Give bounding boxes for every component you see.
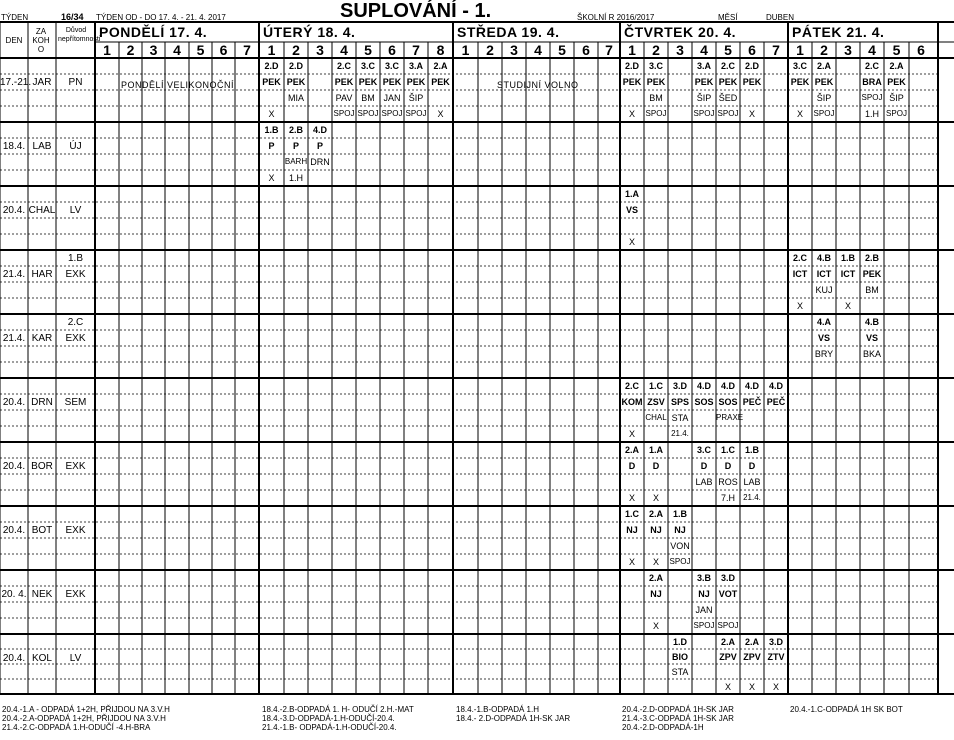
- row-date: 21.4.: [2, 269, 26, 280]
- footer-note: 20.4.-2.D-ODPADÁ 1H-SK JAR: [622, 705, 734, 714]
- substitution-cell-text: ŠIP: [696, 93, 712, 103]
- substitution-cell-text: X: [724, 681, 731, 692]
- substitution-cell-text: P: [268, 141, 275, 151]
- substitution-cell-text: ZPV: [719, 651, 737, 662]
- wednesday-study-note: STUDIJNÍ VOLNO: [497, 80, 579, 90]
- substitution-cell-text: 2.D: [264, 61, 279, 71]
- period-number: 6: [582, 42, 590, 58]
- substitution-cell-text: NJ: [674, 525, 686, 535]
- substitution-cell-text: X: [628, 429, 635, 439]
- row-reason: EXK: [65, 461, 86, 472]
- row-teacher: DRN: [31, 397, 53, 408]
- period-number: 6: [388, 42, 396, 58]
- substitution-cell-text: X: [748, 681, 755, 692]
- substitution-cell-text: PEK: [286, 77, 306, 87]
- substitution-cell-text: 1.C: [648, 381, 663, 391]
- period-number: 2: [652, 42, 660, 58]
- period-number: 2: [126, 42, 135, 58]
- row-reason: EXK: [65, 269, 86, 280]
- substitution-cell-text: 1.H: [864, 109, 879, 119]
- substitution-cell-text: VOT: [718, 589, 738, 599]
- substitution-cell-text: 3.C: [648, 61, 663, 71]
- substitution-cell-text: ZTV: [767, 651, 785, 662]
- substitution-cell-text: 2.A: [720, 636, 735, 647]
- substitution-cell-text: ŠED: [718, 93, 738, 103]
- substitution-cell-text: BM: [361, 93, 375, 103]
- substitution-cell-text: 7.H: [720, 493, 735, 503]
- substitution-cell-text: X: [628, 493, 635, 503]
- substitution-cell-text: 4.A: [816, 317, 831, 327]
- month-label: MĚSÍ: [718, 13, 738, 22]
- substitution-cell-text: PEČ: [742, 397, 762, 407]
- substitution-cell-text: P: [292, 141, 299, 151]
- row-reason: ÚJ: [69, 141, 82, 152]
- substitution-cell-text: SPOJ: [693, 621, 715, 630]
- substitution-cell-text: D: [628, 461, 636, 471]
- substitution-cell-text: 1.B: [744, 445, 759, 455]
- substitution-cell-text: 1.A: [648, 445, 663, 455]
- substitution-cell-text: 3.D: [672, 381, 687, 391]
- footer-note: 21.4.-3.C-ODPADÁ 1H-SK JAR: [622, 714, 734, 723]
- period-number: 4: [700, 42, 708, 58]
- substitution-cell-text: D: [724, 461, 732, 471]
- substitution-cell-text: 4.B: [816, 253, 831, 263]
- substitution-cell-text: SPOJ: [645, 109, 667, 118]
- substitution-cell-text: STA: [671, 666, 689, 677]
- row-date: 21.4.: [2, 333, 26, 344]
- substitution-cell-text: ŠIP: [816, 93, 832, 103]
- row-date: 20.4.: [2, 397, 26, 408]
- substitution-cell-text: 4.D: [768, 381, 783, 391]
- period-number: 7: [412, 42, 420, 58]
- footer-note: 21.4.-1.B- ODPADÁ-1.H-ODUČÍ-20.4.: [262, 723, 397, 732]
- substitution-cell-text: 4.D: [744, 381, 759, 391]
- period-number: 4: [534, 42, 542, 58]
- period-number: 7: [772, 42, 780, 58]
- substitution-cell-text: NJ: [698, 589, 710, 599]
- substitution-cell-text: 2.C: [624, 381, 639, 391]
- substitution-cell-text: 3.A: [696, 61, 711, 71]
- substitution-cell-text: SPOJ: [405, 109, 427, 118]
- substitution-cell-text: 2.C: [864, 61, 879, 71]
- substitution-cell-text: X: [772, 681, 779, 692]
- substitution-cell-text: KUJ: [815, 285, 833, 295]
- period-number: 5: [558, 42, 566, 58]
- substitution-cell-text: PEK: [862, 269, 882, 279]
- substitution-cell-text: 1.B: [264, 125, 279, 135]
- substitution-cell-text: X: [268, 173, 275, 183]
- substitution-cell-text: 2.C: [720, 61, 735, 71]
- row-class: 1.B: [67, 253, 83, 264]
- period-number: 3: [510, 42, 518, 58]
- period-number: 7: [243, 42, 251, 58]
- row-reason: SEM: [64, 397, 87, 408]
- period-number: 1: [267, 42, 276, 58]
- substitution-cell-text: 2.B: [288, 125, 303, 135]
- footer-note: 20.4.-2.A-ODPADÁ 1+2H, PŘIJDOU NA 3.V.H: [2, 714, 166, 723]
- substitution-cell-text: 3.B: [696, 573, 711, 583]
- substitution-cell-text: JAN: [383, 93, 401, 103]
- substitution-cell-text: BRY: [814, 349, 834, 359]
- substitution-cell-text: SPOJ: [333, 109, 355, 118]
- substitution-cell-text: 3.A: [408, 61, 423, 71]
- period-number: 6: [219, 42, 228, 58]
- row-date: 20.4.: [2, 461, 26, 472]
- substitution-cell-text: SOS: [718, 397, 738, 407]
- substitution-cell-text: KOM: [621, 397, 643, 407]
- substitution-cell-text: 1.B: [672, 509, 687, 519]
- col-duvod-header: Důvod nepřítomnosti: [58, 27, 101, 43]
- period-number: 6: [917, 42, 925, 58]
- substitution-cell-text: 4.D: [696, 381, 711, 391]
- substitution-cell-text: 2.D: [624, 61, 639, 71]
- period-number: 2: [820, 42, 828, 58]
- substitution-cell-text: D: [748, 461, 756, 471]
- substitution-cell-text: 1.H: [288, 173, 303, 183]
- substitution-cell-text: 4.B: [864, 317, 879, 327]
- substitution-cell-text: STA: [671, 413, 689, 423]
- footer-note: 20.4.-1.A - ODPADÁ 1+2H, PŘIJDOU NA 3.V.H: [2, 705, 170, 714]
- row-teacher: KAR: [31, 333, 53, 344]
- substitution-cell-text: 2.D: [288, 61, 303, 71]
- period-number: 4: [868, 42, 876, 58]
- substitution-cell-text: 2.A: [889, 61, 904, 71]
- period-number: 1: [796, 42, 804, 58]
- footer-note: 18.4.-2.B-ODPADÁ 1. H- ODUČÍ 2.H.-MAT: [262, 705, 414, 714]
- row-teacher: HAR: [31, 269, 53, 280]
- period-number: 3: [676, 42, 684, 58]
- substitution-cell-text: PAV: [335, 93, 353, 103]
- footer-note: 20.4.-1.C-ODPADÁ 1H SK BOT: [790, 705, 903, 714]
- period-number: 5: [892, 42, 901, 58]
- substitution-cell-text: 2.D: [744, 61, 759, 71]
- substitution-cell-text: X: [652, 557, 659, 567]
- substitution-cell-text: 3.C: [696, 445, 711, 455]
- substitution-cell-text: PEK: [814, 77, 834, 87]
- period-number: 1: [103, 42, 111, 58]
- substitution-cell-text: 3.D: [720, 573, 735, 583]
- row-teacher: BOR: [31, 461, 53, 472]
- substitution-cell-text: 2.A: [433, 61, 448, 71]
- substitution-cell-text: 2.B: [864, 253, 879, 263]
- substitution-cell-text: VS: [865, 333, 878, 343]
- row-teacher: CHAL: [28, 205, 56, 216]
- substitution-cell-text: X: [844, 301, 851, 311]
- substitution-cell-text: SPS: [670, 397, 689, 407]
- row-teacher: JAR: [32, 77, 52, 88]
- substitution-cell-text: JAN: [695, 605, 713, 615]
- substitution-cell-text: BIO: [671, 651, 688, 662]
- col-den-header: DEN: [5, 36, 23, 45]
- substitution-cell-text: D: [652, 461, 660, 471]
- substitution-cell-text: SPOJ: [693, 109, 715, 118]
- page-title: SUPLOVÁNÍ - 1.: [340, 0, 492, 22]
- substitution-cell-text: 4.D: [312, 125, 327, 135]
- substitution-cell-text: ROS: [718, 477, 738, 487]
- substitution-cell-text: P: [316, 141, 323, 151]
- substitution-cell-text: PEK: [358, 77, 378, 87]
- row-date: 20.4.: [2, 205, 26, 216]
- substitution-cell-text: 3.C: [384, 61, 399, 71]
- row-teacher: LAB: [32, 141, 52, 152]
- substitution-cell-text: BARH: [284, 157, 308, 166]
- substitution-cell-text: VS: [817, 333, 830, 343]
- substitution-cell-text: 21.4.: [743, 493, 761, 502]
- footer-note: 18.4.-1.B-ODPADÁ 1.H: [456, 705, 539, 714]
- month-value: DUBEN: [766, 13, 795, 22]
- substitution-cell-text: SPOJ: [357, 109, 379, 118]
- row-teacher: KOL: [31, 653, 52, 664]
- substitution-cell-text: X: [652, 493, 659, 503]
- substitution-cell-text: X: [437, 109, 444, 119]
- period-number: 6: [748, 42, 756, 58]
- substitution-cell-text: X: [628, 237, 635, 247]
- substitution-cell-text: 1.C: [720, 445, 735, 455]
- substitution-cell-text: 4.D: [720, 381, 735, 391]
- substitution-cell-text: SPOJ: [886, 109, 907, 118]
- substitution-cell-text: 3.C: [792, 61, 807, 71]
- week-number: 16/34: [61, 12, 84, 22]
- substitution-cell-text: PEK: [262, 77, 281, 87]
- substitution-cell-text: X: [748, 109, 755, 119]
- row-reason: EXK: [65, 589, 86, 600]
- substitution-cell-text: SPOJ: [717, 109, 739, 118]
- day-title: PONDĚLÍ 17. 4.: [99, 24, 208, 40]
- substitution-cell-text: SOS: [694, 397, 714, 407]
- substitution-cell-text: SPOJ: [813, 109, 835, 118]
- day-title: PÁTEK 21. 4.: [792, 24, 885, 40]
- substitution-cell-text: 2.C: [336, 61, 351, 71]
- row-teacher: BOT: [31, 525, 53, 536]
- row-reason: EXK: [65, 525, 86, 536]
- substitution-cell-text: MIA: [287, 93, 304, 103]
- substitution-cell-text: ZPV: [743, 651, 761, 662]
- substitution-cell-text: X: [796, 301, 803, 311]
- substitution-cell-text: ICT: [816, 269, 832, 279]
- substitution-cell-text: PEK: [887, 77, 906, 87]
- substitution-cell-text: SPOJ: [717, 621, 739, 630]
- row-date: 20.4.: [2, 525, 26, 536]
- row-reason: LV: [69, 653, 82, 664]
- substitution-cell-text: 1.D: [672, 636, 687, 647]
- row-class: 2.C: [67, 317, 84, 328]
- substitution-cell-text: 1.A: [624, 189, 639, 199]
- row-reason: PN: [68, 77, 83, 88]
- row-date: 18.4.: [2, 141, 26, 152]
- substitution-cell-text: ŠIP: [889, 93, 904, 103]
- substitution-cell-text: 2.A: [624, 445, 639, 455]
- substitution-cell-text: SPOJ: [669, 557, 691, 566]
- substitution-cell-text: PEK: [406, 77, 426, 87]
- footer-note: 18.4.-3.D-ODPADÁ-1.H-ODUČÍ-20.4.: [262, 714, 395, 723]
- substitution-cell-text: BRA: [862, 77, 882, 87]
- substitution-cell-text: 1.C: [624, 509, 639, 519]
- substitution-cell-text: ŠIP: [408, 93, 424, 103]
- period-number: 5: [364, 42, 372, 58]
- substitution-cell-text: SPOJ: [381, 109, 403, 118]
- period-number: 8: [436, 42, 445, 58]
- substitution-cell-text: ICT: [792, 269, 808, 279]
- substitution-cell-text: PEČ: [766, 397, 786, 407]
- substitution-cell-text: 3.D: [768, 636, 783, 647]
- substitution-cell-text: PEK: [622, 77, 642, 87]
- substitution-cell-text: VS: [625, 205, 638, 215]
- substitution-cell-text: X: [268, 109, 275, 119]
- substitution-cell-text: 2.A: [744, 636, 759, 647]
- period-number: 2: [292, 42, 300, 58]
- row-teacher: NEK: [31, 589, 53, 600]
- day-title: STŘEDA 19. 4.: [457, 24, 560, 40]
- substitution-cell-text: X: [652, 621, 659, 631]
- monday-holiday-note: PONDĚLÍ VELIKONOČNÍ: [121, 80, 235, 90]
- substitution-cell-text: 1.B: [840, 253, 855, 263]
- substitution-cell-text: X: [796, 109, 803, 119]
- row-date: 20.4.: [2, 653, 26, 664]
- period-number: 1: [628, 42, 636, 58]
- period-number: 4: [340, 42, 348, 58]
- substitution-cell-text: D: [700, 461, 708, 471]
- substitution-cell-text: PEK: [742, 77, 762, 87]
- substitution-cell-text: BM: [649, 93, 663, 103]
- period-number: 7: [605, 42, 613, 58]
- substitution-cell-text: PEK: [646, 77, 666, 87]
- substitution-cell-text: 2.A: [648, 573, 663, 583]
- row-date: 20. 4.: [1, 589, 27, 600]
- substitution-cell-text: LAB: [695, 477, 713, 487]
- footer-note: 18.4.- 2.D-ODPADÁ 1H-SK JAR: [456, 714, 571, 723]
- substitution-cell-text: NJ: [650, 525, 662, 535]
- substitution-cell-text: VON: [670, 541, 690, 551]
- substitution-cell-text: ZSV: [647, 397, 665, 407]
- footer-note: 20.4.-2.D-ODPADÁ-1H: [622, 723, 704, 732]
- substitution-cell-text: X: [628, 109, 635, 119]
- col-zakoho-header: ZA KOH O: [32, 27, 50, 54]
- week-range: TÝDEN OD - DO 17. 4. - 21. 4. 2017: [96, 13, 226, 22]
- substitution-cell-text: 21.4.: [671, 429, 689, 438]
- period-number: 2: [486, 42, 494, 58]
- period-number: 5: [724, 42, 732, 58]
- substitution-cell-text: BKA: [862, 349, 881, 359]
- period-number: 3: [844, 42, 852, 58]
- substitution-cell-text: NJ: [626, 525, 638, 535]
- school-year: ŠKOLNÍ R 2016/2017: [577, 13, 655, 22]
- period-number: 5: [196, 42, 205, 58]
- period-number: 3: [316, 42, 324, 58]
- row-date: 17.-21.: [0, 77, 32, 88]
- substitution-cell-text: PRAXE: [716, 413, 744, 422]
- day-title: ÚTERÝ 18. 4.: [263, 24, 356, 40]
- substitution-cell-text: PEK: [790, 77, 810, 87]
- substitution-cell-text: 2.C: [792, 253, 807, 263]
- substitution-cell-text: SPOJ: [861, 93, 883, 102]
- substitution-cell-text: PEK: [718, 77, 738, 87]
- substitution-cell-text: PEK: [431, 77, 450, 87]
- row-reason: LV: [69, 205, 82, 216]
- footer-note: 21.4.-2.C-ODPADÁ 1.H-ODUČÍ -4.H-BRA: [2, 723, 151, 732]
- period-number: 1: [461, 42, 470, 58]
- substitution-cell-text: PEK: [694, 77, 714, 87]
- row-reason: EXK: [65, 333, 86, 344]
- substitution-cell-text: 2.A: [816, 61, 831, 71]
- period-number: 3: [149, 42, 158, 58]
- substitution-cell-text: NJ: [650, 589, 662, 599]
- substitution-cell-text: LAB: [743, 477, 761, 487]
- substitution-cell-text: PEK: [382, 77, 402, 87]
- substitution-cell-text: ICT: [840, 269, 856, 279]
- substitution-cell-text: 2.A: [648, 509, 663, 519]
- substitution-cell-text: BM: [865, 285, 879, 295]
- day-title: ČTVRTEK 20. 4.: [624, 24, 737, 40]
- tyden-label: TÝDEN: [1, 13, 29, 22]
- substitution-cell-text: PEK: [334, 77, 354, 87]
- substitution-cell-text: CHAL: [645, 413, 667, 422]
- substitution-cell-text: X: [628, 557, 635, 567]
- substitution-cell-text: 3.C: [360, 61, 375, 71]
- substitution-cell-text: DRN: [310, 157, 330, 167]
- period-number: 4: [173, 42, 181, 58]
